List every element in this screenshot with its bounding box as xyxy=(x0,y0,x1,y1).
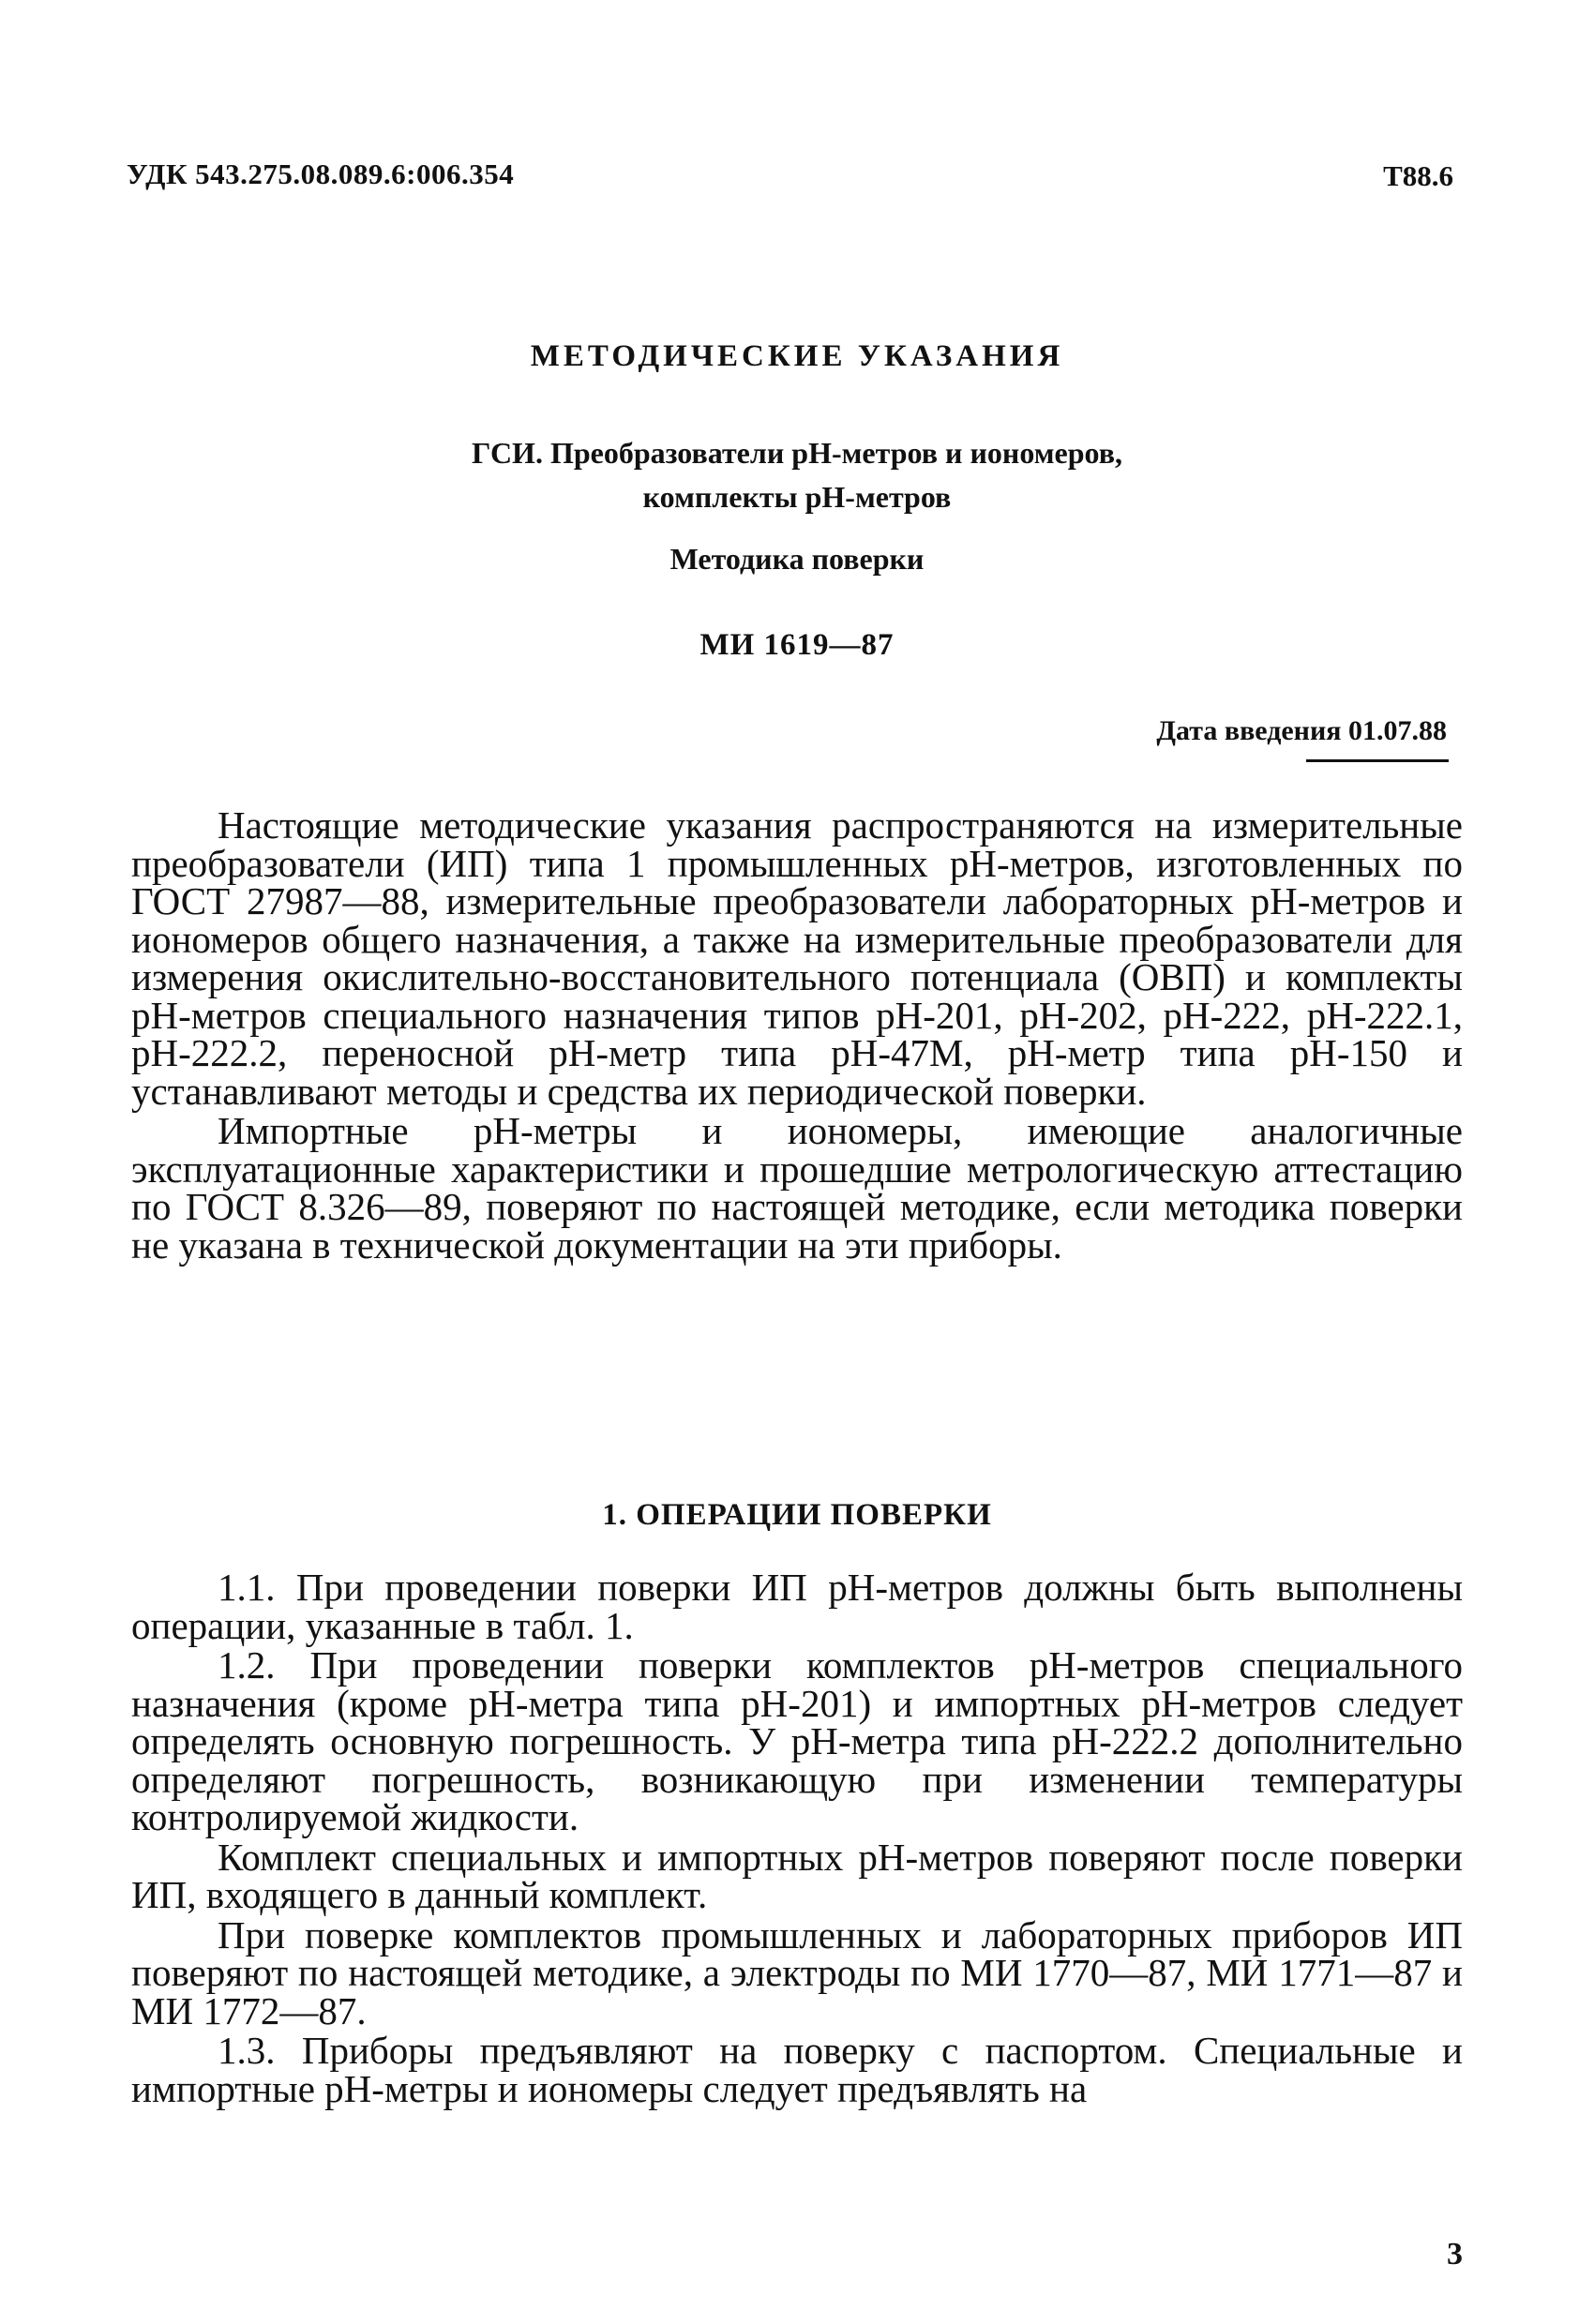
section-paragraph: При поверке комплектов промышленных и лабораторных приборов ИП поверяют по настоящей методике, а электроды по МИ 1770—87, МИ 1771—87 и МИ 1772—87. xyxy=(131,1912,1463,2032)
document-type: МЕТОДИЧЕСКИЕ УКАЗАНИЯ xyxy=(530,339,1064,373)
section-text xyxy=(131,1566,1463,2110)
section-heading: 1. ОПЕРАЦИИ ПОВЕРКИ xyxy=(602,1498,992,1532)
introduction-date: Дата введения 01.07.88 xyxy=(1156,715,1447,746)
intro-paragraph: Настоящие методические указания распространяются на измерительные преобразователи (ИП) типа 1 промышленных рН-метров, изготовленных по ГОСТ 27987—88, измерительные преобразователи лабораторных рН-метров и иономеров общего назначения, а также на измерительные преобразователи для измерения окислительно-восстановительного потенциала (ОВП) и комплекты рН-метров специального назначения типов рН-201, рН-202, рН-222, рН-222.1, рН-222.2, переносной рН-метр типа рН-47М, рН-метр типа рН-150 и устанавливают методы и средства их периодической поверки. xyxy=(131,803,1463,1113)
document-title-line-2: комплекты рН-метров xyxy=(642,480,952,514)
section-paragraph: Комплект специальных и импортных рН-метров поверяют после поверки ИП, входящего в данный комплект. xyxy=(131,1835,1463,1916)
date-underline xyxy=(1306,759,1449,762)
section-paragraph: 1.3. Приборы предъявляют на поверку с паспортом. Специальные и импортные рН-метры и иономеры следует предъявлять на xyxy=(131,2029,1463,2110)
intro-text xyxy=(131,803,1463,1267)
intro-paragraph: Импортные рН-метры и иономеры, имеющие аналогичные эксплуатационные характеристики и прошедшие метрологическую аттестацию по ГОСТ 8.326—89, поверяют по настоящей методике, если методика поверки не указана в технической документации на эти приборы. xyxy=(131,1109,1463,1267)
document-number: МИ 1619—87 xyxy=(699,628,895,662)
document-subtitle: Методика поверки xyxy=(669,542,925,576)
page-number: 3 xyxy=(1447,2237,1463,2272)
section-paragraph: 1.2. При проведении поверки комплектов рН-метров специального назначения (кроме рН-метра типа рН-201) и импортных рН-метров следует определять основную погрешность. У рН-метра типа рН-222.2 дополнительно определяют погрешность, возникающую при изменении температуры контролируемой жидкости. xyxy=(131,1643,1463,1838)
udk-code: УДК 543.275.08.089.6:006.354 xyxy=(127,157,515,190)
classification-code: Т88.6 xyxy=(1383,159,1453,192)
document-title-line-1: ГСИ. Преобразователи рН-метров и иономеров, xyxy=(472,436,1122,470)
section-paragraph: 1.1. При проведении поверки ИП рН-метров должны быть выполнены операции, указанные в табл. 1. xyxy=(131,1566,1463,1647)
